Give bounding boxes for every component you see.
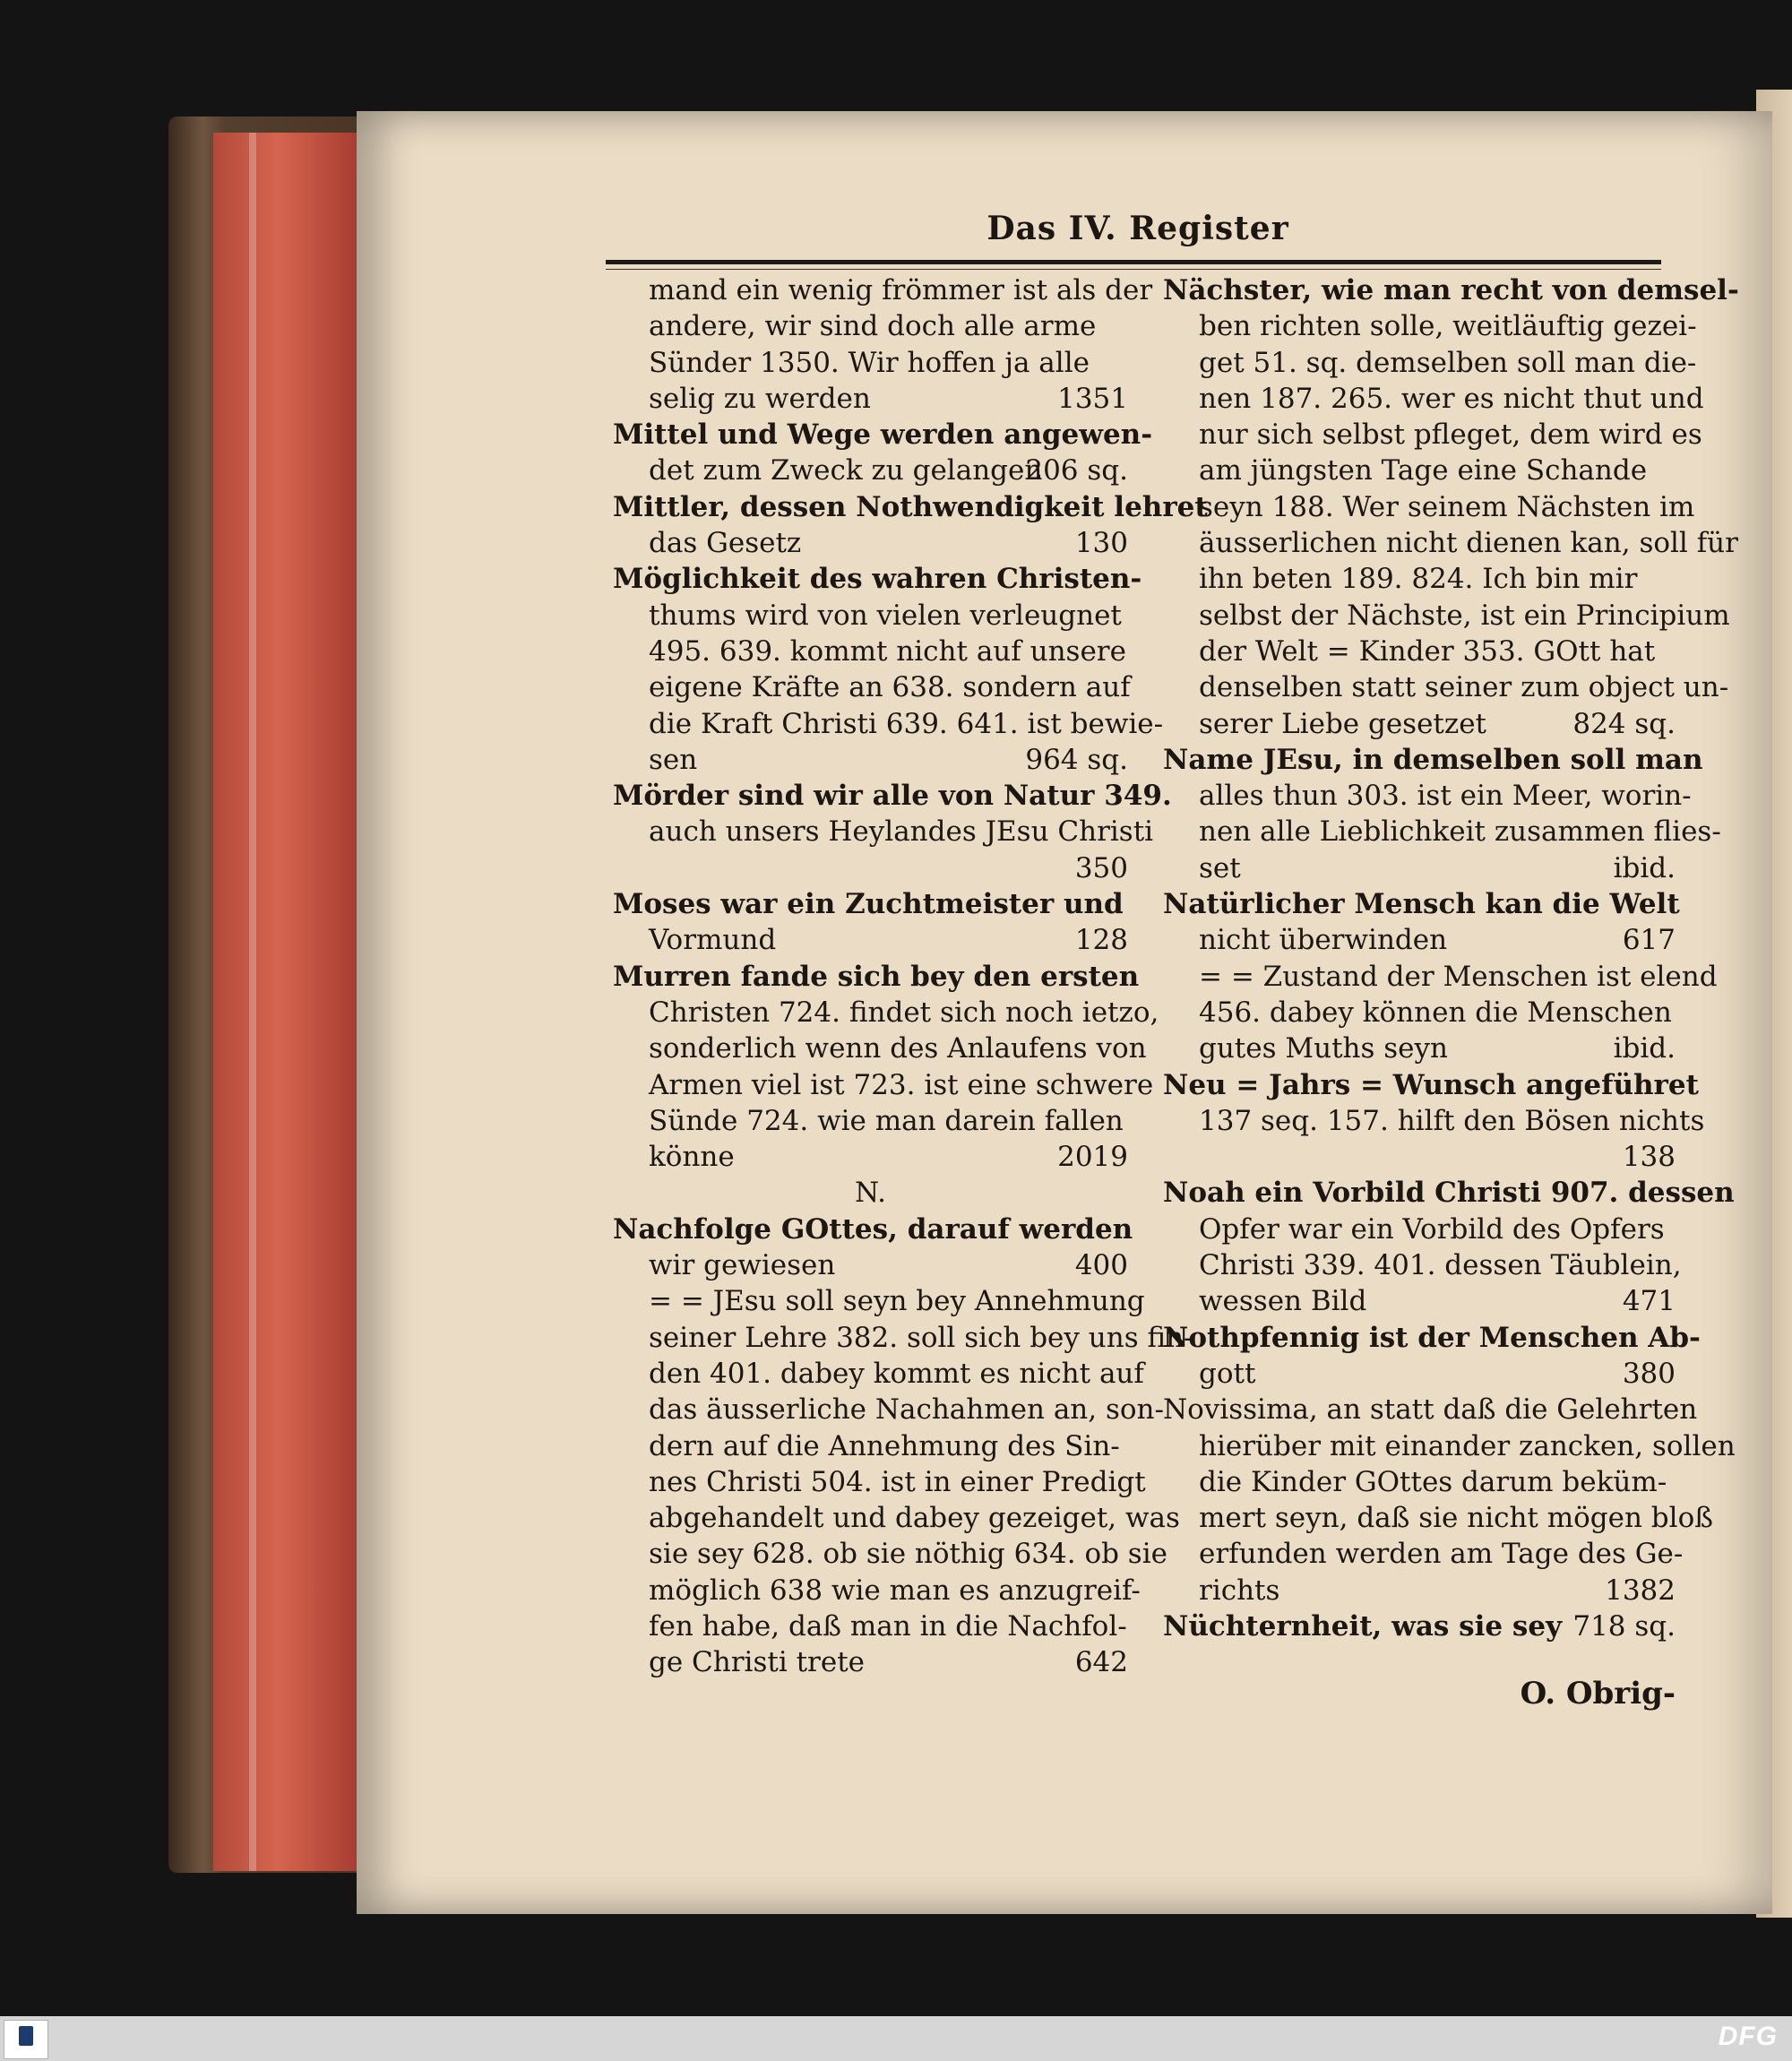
index-line-text: möglich 638 wie man es anzugreif- xyxy=(649,1574,1141,1607)
index-line xyxy=(1163,272,1739,308)
index-line xyxy=(613,922,1128,958)
index-line xyxy=(1163,453,1676,488)
index-line xyxy=(613,1608,1128,1644)
index-line xyxy=(613,634,1128,669)
index-line xyxy=(1163,381,1704,417)
index-line-text: den 401. dabey kommt es nicht auf xyxy=(649,1357,1144,1390)
index-line xyxy=(613,525,1128,561)
index-line xyxy=(613,814,1154,849)
index-line-text: richts xyxy=(1199,1574,1280,1607)
page-reference: 824 sq. xyxy=(1572,707,1676,740)
index-line xyxy=(613,417,1153,453)
index-line xyxy=(613,561,1142,597)
index-line xyxy=(1163,1428,1736,1464)
index-line xyxy=(613,1320,1193,1356)
index-line xyxy=(613,1030,1147,1066)
index-line xyxy=(1163,850,1676,886)
index-line-text: seiner Lehre 382. soll sich bey uns fin- xyxy=(649,1321,1193,1354)
index-line-text: Neu = Jahrs = Wunsch angeführet xyxy=(1163,1068,1699,1101)
index-line-text: Christen 724. findet sich noch ietzo, xyxy=(649,996,1159,1029)
index-line xyxy=(1163,345,1697,381)
index-line-text: Vormund xyxy=(649,924,777,957)
index-line xyxy=(613,1392,1164,1427)
index-line-text: Nachfolge GOttes, darauf werden xyxy=(613,1212,1133,1246)
index-line xyxy=(613,1428,1128,1464)
header-rule xyxy=(606,260,1661,264)
index-line-text: Armen viel ist 723. ist eine schwere xyxy=(649,1068,1154,1101)
index-line-text: 456. dabey können die Menschen xyxy=(1199,996,1672,1029)
index-line-text: Nothpfennig ist der Menschen Ab- xyxy=(1163,1321,1701,1354)
index-line xyxy=(1163,1103,1705,1139)
index-line xyxy=(1163,1320,1701,1356)
index-line-text: seyn 188. Wer seinem Nächsten im xyxy=(1199,490,1695,523)
index-line-text: denselben statt seiner zum object un- xyxy=(1199,671,1729,704)
index-line xyxy=(1163,1283,1676,1319)
index-line xyxy=(1163,669,1729,705)
page-reference: 1382 xyxy=(1605,1574,1676,1607)
index-line-text: die Kinder GOttes darum beküm- xyxy=(1199,1465,1667,1498)
index-line-text: könne xyxy=(649,1141,735,1174)
index-line xyxy=(613,489,1208,525)
page-reference: 617 xyxy=(1622,924,1676,957)
index-line xyxy=(1163,1139,1676,1175)
index-line-text: das Gesetz xyxy=(649,527,802,560)
index-line xyxy=(613,1500,1180,1536)
index-line xyxy=(1163,886,1680,922)
index-line-text: serer Liebe gesetzet xyxy=(1199,707,1487,740)
index-line-text: nen alle Lieblichkeit zusammen flies- xyxy=(1199,815,1721,849)
index-line-text: Nüchternheit, was sie sey xyxy=(1163,1609,1563,1643)
index-line xyxy=(613,995,1159,1030)
index-line-text: 495. 639. kommt nicht auf unsere xyxy=(649,634,1126,668)
index-line xyxy=(613,1103,1128,1139)
index-line-text: Sünde 724. wie man darein fallen xyxy=(649,1104,1124,1137)
index-line xyxy=(1163,1464,1676,1500)
index-line-text: selig zu werden xyxy=(649,382,871,415)
index-line-text: auch unsers Heylandes JEsu Christi xyxy=(649,815,1154,849)
viewer-footer-bar xyxy=(0,2016,1792,2061)
index-line-text: ihn beten 189. 824. Ich bin mir xyxy=(1199,563,1638,596)
index-line xyxy=(1163,995,1676,1030)
index-line xyxy=(613,1212,1133,1247)
index-line xyxy=(613,272,1153,308)
index-line xyxy=(1163,1030,1676,1066)
index-line xyxy=(613,669,1131,705)
index-line xyxy=(1163,959,1718,995)
index-line-text: N. xyxy=(855,1177,886,1210)
index-line xyxy=(613,1283,1145,1319)
catchword: O. Obrig- xyxy=(1520,1676,1676,1712)
index-line-text: Novissima, an statt daß die Gelehrten xyxy=(1163,1393,1698,1427)
index-line-text: det zum Zweck zu gelangen xyxy=(649,454,1043,487)
index-line xyxy=(1163,1175,1735,1211)
index-line xyxy=(1163,706,1676,742)
index-line-text: nur sich selbst pfleget, dem wird es xyxy=(1199,418,1702,452)
index-line-text: wessen Bild xyxy=(1199,1285,1367,1318)
index-line-text: Mittel und Wege werden angewen- xyxy=(613,418,1153,452)
index-line-text: selbst der Nächste, ist ein Principium xyxy=(1199,599,1730,632)
index-line xyxy=(1163,1356,1676,1392)
index-line-text: 137 seq. 157. hilft den Bösen nichts xyxy=(1199,1104,1705,1137)
header-rule-thin xyxy=(606,269,1661,270)
index-line-text: = = JEsu soll seyn bey Annehmung xyxy=(649,1285,1145,1318)
page-reference: 206 sq. xyxy=(1025,454,1128,487)
index-line xyxy=(1163,1067,1699,1103)
index-line-text: get 51. sq. demselben soll man die- xyxy=(1199,346,1697,379)
index-line-text: sonderlich wenn des Anlaufens von xyxy=(649,1032,1147,1065)
page-reference: 130 xyxy=(1074,527,1128,560)
index-line-text: mert seyn, daß sie nicht mögen bloß xyxy=(1199,1502,1713,1535)
index-line-text: Noah ein Vorbild Christi 907. dessen xyxy=(1163,1177,1735,1210)
index-line-text: thums wird von vielen verleugnet xyxy=(649,599,1122,632)
index-line xyxy=(1163,1536,1684,1572)
index-line-text: Christi 339. 401. dessen Täublein, xyxy=(1199,1249,1682,1282)
library-logo-icon xyxy=(4,2020,48,2059)
index-line xyxy=(613,345,1128,381)
index-line-text: Moses war ein Zuchtmeister und xyxy=(613,888,1124,921)
index-line-text: hierüber mit einander zancken, sollen xyxy=(1199,1429,1736,1462)
index-line-text: alles thun 303. ist ein Meer, worin- xyxy=(1199,780,1692,813)
index-line-text: nicht überwinden xyxy=(1199,924,1448,957)
page-reference: 471 xyxy=(1622,1285,1676,1318)
index-line-text: Mörder sind wir alle von Natur 349. xyxy=(613,780,1172,813)
page-reference: ibid. xyxy=(1613,1032,1676,1065)
index-line-text: = = Zustand der Menschen ist elend xyxy=(1199,960,1718,993)
index-line xyxy=(613,742,1128,778)
index-line-text: der Welt = Kinder 353. GOtt hat xyxy=(1199,634,1656,668)
page-reference: 138 xyxy=(1622,1141,1676,1174)
index-line xyxy=(613,1464,1146,1500)
index-line xyxy=(613,1139,1128,1175)
index-line-text: Nächster, wie man recht von demsel- xyxy=(1163,274,1739,306)
page-reference: 1351 xyxy=(1057,382,1128,415)
index-line xyxy=(1163,742,1703,778)
index-line-text: eigene Kräfte an 638. sondern auf xyxy=(649,671,1131,704)
index-line-text: Opfer war ein Vorbild des Opfers xyxy=(1199,1212,1665,1246)
index-line xyxy=(613,706,1164,742)
index-line-text: nes Christi 504. ist in einer Predigt xyxy=(649,1465,1146,1498)
index-line-text: nen 187. 265. wer es nicht thut und xyxy=(1199,382,1704,415)
dfg-logo: DFG xyxy=(1718,2022,1778,2051)
index-line xyxy=(1163,417,1702,453)
index-line-text: Mittler, dessen Nothwendigkeit lehret xyxy=(613,490,1208,523)
index-line xyxy=(613,308,1128,344)
index-line-text: ben richten solle, weitläuftig gezei- xyxy=(1199,310,1697,343)
index-line xyxy=(1163,1247,1682,1283)
page-reference: 642 xyxy=(1074,1646,1128,1679)
index-line-text: set xyxy=(1199,851,1241,884)
index-line xyxy=(613,1247,1128,1283)
page-reference: 2019 xyxy=(1057,1141,1128,1174)
right-column xyxy=(1163,272,1739,1644)
index-line xyxy=(613,1356,1144,1392)
index-line xyxy=(1163,814,1721,849)
index-line xyxy=(1163,1573,1676,1608)
page-reference: 718 sq. xyxy=(1572,1609,1676,1643)
index-line xyxy=(613,850,1128,886)
index-line xyxy=(1163,1392,1698,1427)
page-header-title: Das IV. Register xyxy=(986,210,1289,247)
index-line xyxy=(613,1536,1167,1572)
index-line xyxy=(613,886,1128,922)
index-line-text: Natürlicher Mensch kan die Welt xyxy=(1163,888,1680,921)
index-line xyxy=(1163,525,1738,561)
index-line xyxy=(613,1067,1154,1103)
index-line xyxy=(1163,489,1695,525)
index-line-text: abgehandelt und dabey gezeiget, was xyxy=(649,1502,1180,1535)
index-line xyxy=(613,1573,1141,1608)
index-line xyxy=(613,778,1172,814)
index-line-text: am jüngsten Tage eine Schande xyxy=(1199,454,1648,487)
index-line xyxy=(1163,778,1692,814)
index-line-text: die Kraft Christi 639. 641. ist bewie- xyxy=(649,707,1164,740)
page-reference: 964 sq. xyxy=(1025,743,1128,776)
index-line xyxy=(613,1175,1128,1211)
page-reference: 350 xyxy=(1074,851,1128,884)
index-line-text: Sünder 1350. Wir hoffen ja alle xyxy=(649,346,1090,379)
index-line-text: äusserlichen nicht dienen kan, soll für xyxy=(1199,527,1738,560)
index-line xyxy=(1163,922,1676,958)
index-line-text: ge Christi trete xyxy=(649,1646,866,1679)
page-reference: 400 xyxy=(1074,1249,1128,1282)
index-line-text: Murren fande sich bey den ersten xyxy=(613,960,1140,993)
red-page-edges xyxy=(213,133,357,1871)
index-line-text: Möglichkeit des wahren Christen- xyxy=(613,563,1142,596)
index-line-text: dern auf die Annehmung des Sin- xyxy=(649,1429,1120,1462)
index-line-text: Name JEsu, in demselben soll man xyxy=(1163,743,1703,776)
index-line xyxy=(1163,598,1730,634)
page-reference: 128 xyxy=(1074,924,1128,957)
index-line xyxy=(613,381,1128,417)
index-line xyxy=(1163,634,1676,669)
index-line-text: andere, wir sind doch alle arme xyxy=(649,310,1097,343)
index-line xyxy=(613,598,1128,634)
index-line xyxy=(1163,1500,1713,1536)
index-line xyxy=(613,453,1128,488)
index-line-text: gott xyxy=(1199,1357,1256,1390)
page-reference: ibid. xyxy=(1613,851,1676,884)
index-line xyxy=(613,959,1140,995)
page-reference: 380 xyxy=(1622,1357,1676,1390)
index-line-text: das äusserliche Nachahmen an, son- xyxy=(649,1393,1164,1427)
index-line-text: fen habe, daß man in die Nachfol- xyxy=(649,1609,1127,1643)
index-line-text: sen xyxy=(649,743,698,776)
index-line-text: sie sey 628. ob sie nöthig 634. ob sie xyxy=(649,1538,1167,1571)
index-line xyxy=(1163,1212,1676,1247)
index-line-text: gutes Muths seyn xyxy=(1199,1032,1449,1065)
index-line xyxy=(1163,308,1697,344)
index-line xyxy=(1163,1608,1676,1644)
left-column xyxy=(613,272,1208,1681)
index-line xyxy=(613,1644,1128,1680)
index-line xyxy=(1163,561,1676,597)
index-line-text: wir gewiesen xyxy=(649,1249,836,1282)
index-line-text: mand ein wenig frömmer ist als der xyxy=(649,274,1153,306)
index-line-text: erfunden werden am Tage des Ge- xyxy=(1199,1538,1684,1571)
